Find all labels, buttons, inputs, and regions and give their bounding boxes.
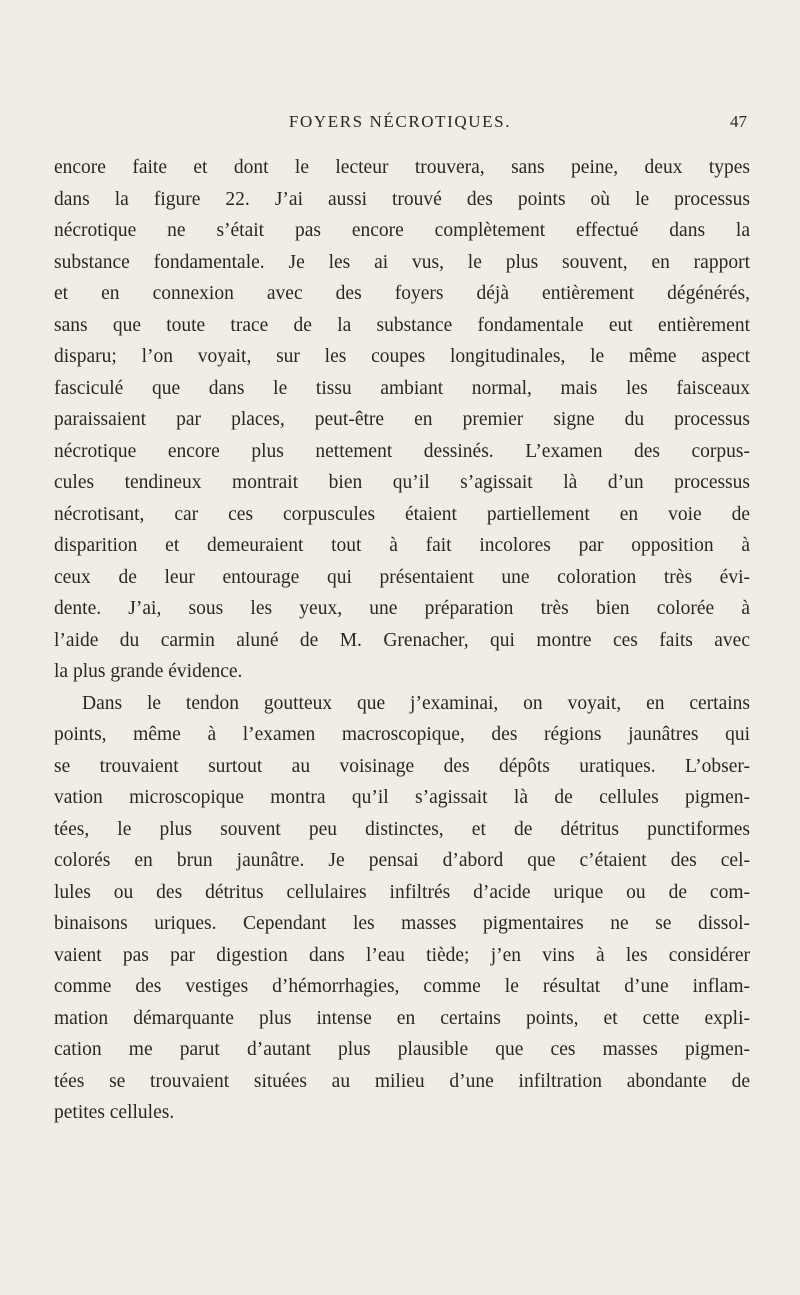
- text-line: encore faite et dont le lecteur trouvera, sans peine, deux types: [54, 157, 750, 178]
- text-line: binaisons uriques. Cependant les masses pigmentaires ne se dissol-: [54, 913, 750, 934]
- text-line: colorés en brun jaunâtre. Je pensai d’abord que c’étaient des cel-: [54, 850, 750, 871]
- text-line: la plus grande évidence.: [54, 661, 243, 682]
- text-line: disparu; l’on voyait, sur les coupes longitudinales, le même aspect: [54, 346, 750, 367]
- text-line: mation démarquante plus intense en certains points, et cette expli-: [54, 1007, 750, 1029]
- text-line: points, même à l’examen macroscopique, des régions jaunâtres qui: [54, 724, 750, 745]
- page-number: 47: [730, 112, 747, 131]
- text-line: paraissaient par places, peut-être en premier signe du processus: [54, 409, 750, 430]
- text-line: nécrotique encore plus nettement dessinés. L’examen des corpus-: [54, 440, 750, 462]
- text-line: lules ou des détritus cellulaires infiltrés d’acide urique ou de com-: [54, 881, 750, 903]
- text-line: vation microscopique montra qu’il s’agissait là de cellules pigmen-: [54, 787, 750, 808]
- text-line: cules tendineux montrait bien qu’il s’agissait là d’un processus: [54, 472, 750, 493]
- text-line: vaient pas par digestion dans l’eau tiède; j’en vins à les considérer: [54, 944, 750, 966]
- text-line: nécrotique ne s’était pas encore complètement effectué dans la: [54, 220, 750, 241]
- text-line: ceux de leur entourage qui présentaient une coloration très évi-: [54, 566, 750, 588]
- text-line: petites cellules.: [54, 1102, 175, 1123]
- text-line: sans que toute trace de la substance fondamentale eut entièrement: [54, 314, 750, 336]
- text-line: tées, le plus souvent peu distinctes, et de détritus punctiformes: [54, 818, 750, 840]
- text-line: se trouvaient surtout au voisinage des dépôts uratiques. L’obser-: [54, 755, 750, 777]
- text-line: comme des vestiges d’hémorrhagies, comme le résultat d’une inflam-: [54, 976, 750, 997]
- paragraph-1: [54, 152, 750, 688]
- body-text: [54, 152, 750, 1129]
- text-line: disparition et demeuraient tout à fait incolores par opposition à: [54, 535, 750, 556]
- paragraph-2: [54, 688, 750, 1129]
- running-title: FOYERS NÉCROTIQUES.: [288, 112, 512, 131]
- text-line: substance fondamentale. Je les ai vus, le plus souvent, en rapport: [54, 251, 750, 273]
- text-line: et en connexion avec des foyers déjà entièrement dégénérés,: [54, 283, 750, 304]
- text-line: dente. J’ai, sous les yeux, une préparation très bien colorée à: [54, 598, 750, 619]
- text-line: Dans le tendon goutteux que j’examinai, on voyait, en certains: [82, 692, 750, 714]
- text-line: nécrotisant, car ces corpuscules étaient partiellement en voie de: [54, 503, 750, 525]
- text-line: fasciculé que dans le tissu ambiant normal, mais les faisceaux: [54, 377, 750, 399]
- text-line: tées se trouvaient situées au milieu d’une infiltration abondante de: [54, 1070, 750, 1092]
- text-line: cation me parut d’autant plus plausible que ces masses pigmen-: [54, 1039, 750, 1060]
- text-line: dans la figure 22. J’ai aussi trouvé des points où le processus: [54, 188, 750, 210]
- text-line: l’aide du carmin aluné de M. Grenacher, qui montre ces faits avec: [54, 629, 750, 651]
- running-head: [0, 111, 800, 133]
